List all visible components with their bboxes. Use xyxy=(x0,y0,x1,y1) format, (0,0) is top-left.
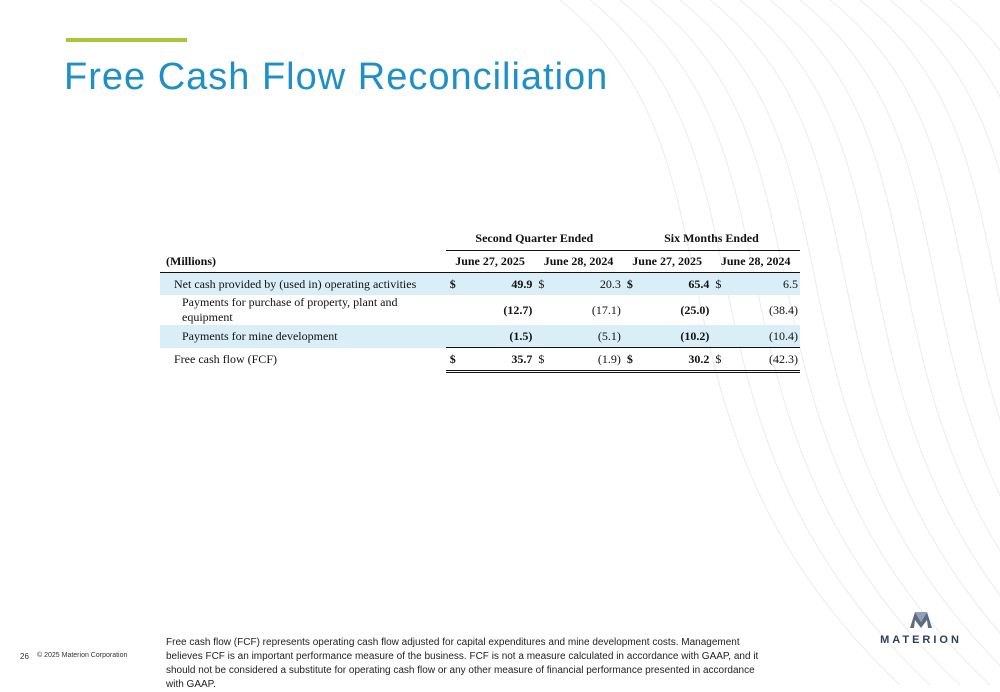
table-row-operating-cash xyxy=(160,273,800,296)
cell-value: 49.9 xyxy=(464,273,534,296)
cell-value: (10.4) xyxy=(730,325,800,348)
dollar-sign: $ xyxy=(446,273,464,296)
column-header-q2-2024: June 28, 2024 xyxy=(534,250,623,273)
fcf-definition-footnote: Free cash flow (FCF) represents operating cash flow adjusted for capital expenditures and mine development costs. Management believes FCF is an important performance measure of the business. FCF is not a measure calculated in accordance with GAAP, and it should not be considered a substitute for operating cash flow or any other measure of financial performance presented in accordance with GAAP. xyxy=(166,637,759,690)
cell-value: (25.0) xyxy=(680,302,710,317)
cell-value: 6.5 xyxy=(730,273,800,296)
dollar-sign xyxy=(623,325,641,348)
unit-label: (Millions) xyxy=(160,250,446,273)
cell-value: (12.7) xyxy=(503,302,533,317)
cell-value: (1.5) xyxy=(464,325,534,348)
row-label: Net cash provided by (used in) operating activities xyxy=(160,273,446,296)
dollar-sign xyxy=(711,295,729,325)
dollar-sign xyxy=(623,295,641,325)
fcf-reconciliation-table xyxy=(160,228,800,373)
dollar-sign: $ xyxy=(446,348,464,372)
cell-value: 30.2 xyxy=(641,348,711,372)
dollar-sign xyxy=(711,325,729,348)
cell-value: 65.4 xyxy=(641,273,711,296)
cell-value: (1.9) xyxy=(552,348,622,372)
dollar-sign: $ xyxy=(711,348,729,372)
materion-logo xyxy=(876,608,966,648)
table-row-capex xyxy=(160,295,800,325)
row-label: Payments for purchase of property, plant and equipment xyxy=(182,295,398,324)
column-header-6m-2025: June 27, 2025 xyxy=(623,250,712,273)
cell-value: 35.7 xyxy=(464,348,534,372)
slide-title: Free Cash Flow Reconciliation xyxy=(64,56,609,98)
group-header-second-quarter: Second Quarter Ended xyxy=(446,228,623,250)
dollar-sign: $ xyxy=(534,348,552,372)
cell-value: 20.3 xyxy=(552,273,622,296)
dollar-sign: $ xyxy=(534,273,552,296)
materion-mark-icon xyxy=(876,608,966,632)
dollar-sign xyxy=(534,295,552,325)
table-row-mine-development xyxy=(160,325,800,348)
cell-value: (17.1) xyxy=(591,302,621,317)
dollar-sign: $ xyxy=(623,273,641,296)
copyright-notice: © 2025 Materion Corporation xyxy=(37,652,128,659)
table-corner xyxy=(160,228,446,250)
column-header-q2-2025: June 27, 2025 xyxy=(446,250,535,273)
dollar-sign xyxy=(446,295,464,325)
dollar-sign xyxy=(446,325,464,348)
logo-wordmark: MATERION xyxy=(880,634,962,646)
dollar-sign xyxy=(534,325,552,348)
table-row-free-cash-flow xyxy=(160,348,800,372)
cell-value: (38.4) xyxy=(769,302,798,317)
cell-value: (42.3) xyxy=(730,348,800,372)
cell-value: (10.2) xyxy=(641,325,711,348)
column-header-6m-2024: June 28, 2024 xyxy=(711,250,800,273)
group-header-six-months: Six Months Ended xyxy=(623,228,800,250)
dollar-sign: $ xyxy=(711,273,729,296)
row-label: Free cash flow (FCF) xyxy=(174,352,277,366)
row-label: Payments for mine development xyxy=(160,325,446,348)
title-accent-bar xyxy=(66,38,187,42)
dollar-sign: $ xyxy=(623,348,641,372)
page-number: 26 xyxy=(20,652,29,661)
cell-value: (5.1) xyxy=(552,325,622,348)
